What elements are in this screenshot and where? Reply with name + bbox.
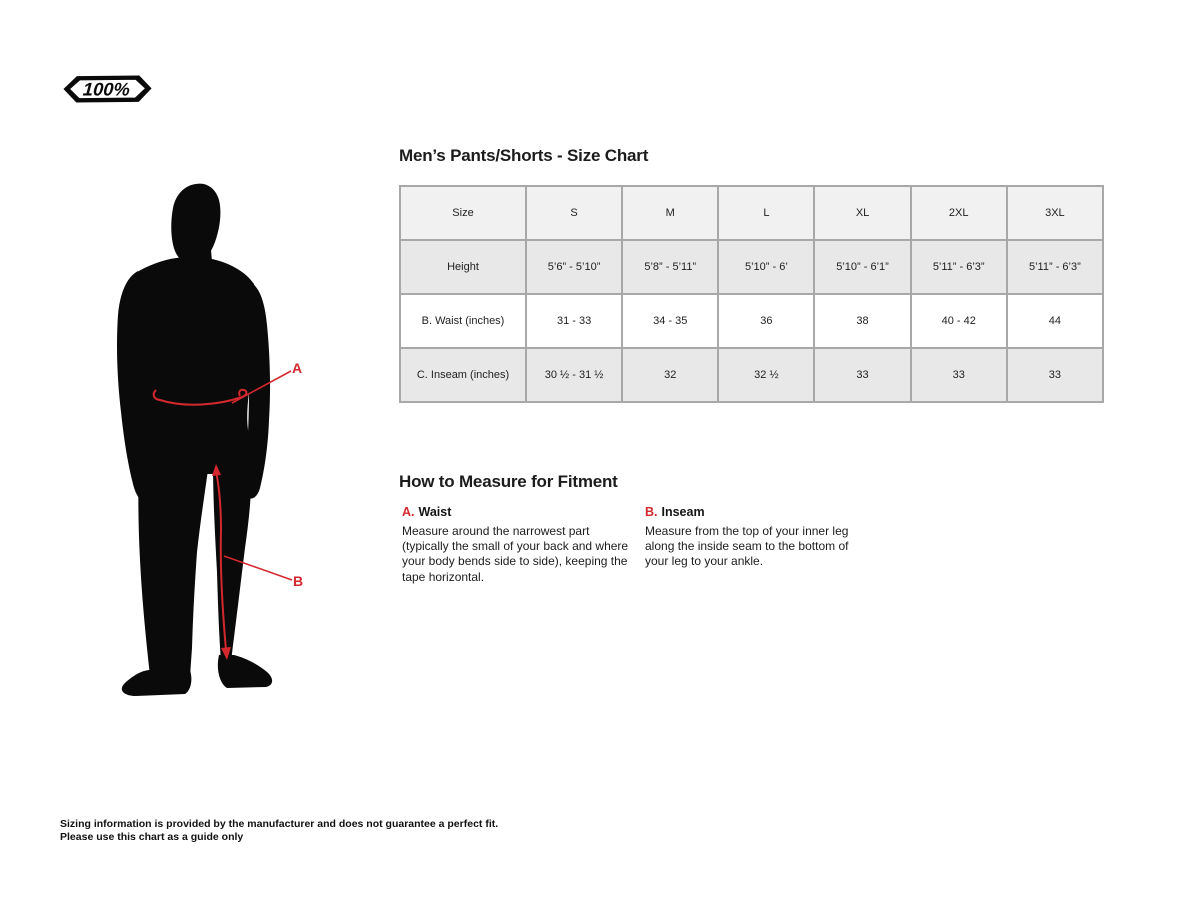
table-cell: 5’11” - 6’3”	[911, 240, 1007, 294]
male-silhouette-figure	[100, 180, 310, 710]
row-label: B. Waist (inches)	[400, 294, 526, 348]
column-header: Size	[400, 186, 526, 240]
table-cell: 33	[1007, 348, 1103, 402]
measure-name-inseam: Inseam	[661, 505, 705, 519]
column-header: 3XL	[1007, 186, 1103, 240]
table-cell: 38	[814, 294, 910, 348]
waist-label-a: A	[292, 360, 303, 376]
table-cell: 32 ½	[718, 348, 814, 402]
brand-logo	[61, 64, 154, 114]
table-cell: 33	[814, 348, 910, 402]
table-cell: 36	[718, 294, 814, 348]
measure-key-a: A.	[402, 505, 415, 519]
how-to-measure-title: How to Measure for Fitment	[399, 472, 618, 491]
disclaimer-line-2: Please use this chart as a guide only	[60, 830, 244, 843]
measure-item-inseam	[645, 505, 857, 570]
table-cell: 5’11” - 6’3”	[1007, 240, 1103, 294]
table-header-row	[400, 186, 1103, 240]
disclaimer	[60, 818, 498, 843]
measure-item-heading	[645, 505, 857, 519]
table-cell: 32	[622, 348, 718, 402]
column-header: S	[526, 186, 622, 240]
measure-description-waist: Measure around the narrowest part (typically the small of your back and where your body bends side to side), keeping the tape horizontal.	[402, 524, 629, 584]
table-cell: 40 - 42	[911, 294, 1007, 348]
table-cell: 30 ½ - 31 ½	[526, 348, 622, 402]
row-label: C. Inseam (inches)	[400, 348, 526, 402]
column-header: XL	[814, 186, 910, 240]
logo-text: 100%	[82, 78, 131, 100]
measure-key-b: B.	[645, 505, 658, 519]
row-label: Height	[400, 240, 526, 294]
table-row-inseam	[400, 348, 1103, 402]
table-cell: 34 - 35	[622, 294, 718, 348]
disclaimer-line-1: Sizing information is provided by the manufacturer and does not guarantee a perfect fit.	[60, 818, 499, 830]
inseam-label-b: B	[293, 573, 304, 589]
male-silhouette	[117, 184, 272, 696]
table-cell: 33	[911, 348, 1007, 402]
table-cell: 31 - 33	[526, 294, 622, 348]
column-header: 2XL	[911, 186, 1007, 240]
size-chart-title: Men’s Pants/Shorts - Size Chart	[399, 146, 649, 165]
table-row-height	[400, 240, 1103, 294]
table-cell: 5’6” - 5’10”	[526, 240, 622, 294]
column-header: L	[718, 186, 814, 240]
measure-name-waist: Waist	[418, 505, 452, 519]
table-cell: 5’10” - 6’	[718, 240, 814, 294]
logo-badge	[61, 64, 154, 114]
measure-description-inseam: Measure from the top of your inner leg along the inside seam to the bottom of your leg to your ankle.	[645, 524, 849, 569]
table-row-waist	[400, 294, 1103, 348]
table-cell: 5’8” - 5’11”	[622, 240, 718, 294]
column-header: M	[622, 186, 718, 240]
measure-item-heading	[402, 505, 634, 519]
table-cell: 5’10” - 6’1”	[814, 240, 910, 294]
measure-item-waist	[402, 505, 634, 585]
size-chart-table	[399, 185, 1104, 403]
table-cell: 44	[1007, 294, 1103, 348]
